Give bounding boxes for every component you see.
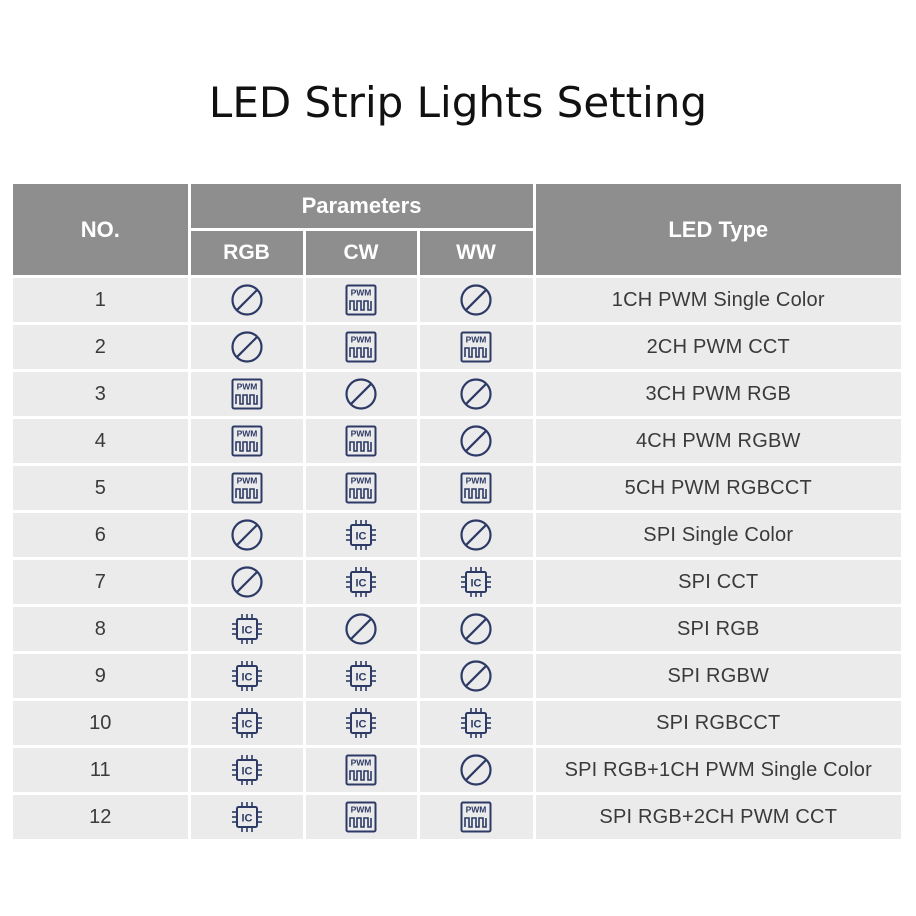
led-type-cell: 4CH PWM RGBW <box>534 418 901 465</box>
pwm-icon <box>459 800 493 834</box>
cell-cw <box>304 794 418 841</box>
led-type-cell: SPI RGBW <box>534 653 901 700</box>
cell-cw <box>304 418 418 465</box>
row-number: 9 <box>13 653 189 700</box>
ic-label: IC <box>241 812 252 825</box>
pwm-label: PWM <box>465 804 487 815</box>
none-icon <box>459 659 493 693</box>
cell-ww <box>418 418 534 465</box>
led-type-cell: 2CH PWM CCT <box>534 324 901 371</box>
none-icon <box>230 283 264 317</box>
table-row <box>13 559 901 606</box>
cell-rgb <box>189 418 304 465</box>
cell-ww <box>418 747 534 794</box>
table-body <box>13 277 901 841</box>
table-row <box>13 700 901 747</box>
none-icon <box>230 330 264 364</box>
pwm-icon <box>459 471 493 505</box>
led-settings-table <box>13 184 901 842</box>
ic-label: IC <box>355 718 367 731</box>
none-icon <box>459 377 493 411</box>
header-rgb: RGB <box>189 230 304 277</box>
cell-cw <box>304 606 418 653</box>
pwm-label: PWM <box>236 475 257 486</box>
ic-icon <box>459 565 493 599</box>
ic-label: IC <box>470 577 482 590</box>
row-number: 8 <box>13 606 189 653</box>
cell-rgb <box>189 653 304 700</box>
cell-rgb <box>189 324 304 371</box>
led-type-cell: 3CH PWM RGB <box>534 371 901 418</box>
pwm-icon <box>344 424 378 458</box>
cell-cw <box>304 371 418 418</box>
pwm-label: PWM <box>236 428 257 439</box>
led-type-cell: SPI CCT <box>534 559 901 606</box>
led-type-cell: SPI Single Color <box>534 512 901 559</box>
ic-label: IC <box>470 718 482 731</box>
pwm-icon <box>459 330 493 364</box>
cell-ww <box>418 700 534 747</box>
cell-cw <box>304 277 418 324</box>
ic-label: IC <box>241 671 252 684</box>
header-no: NO. <box>13 184 189 277</box>
none-icon <box>230 565 264 599</box>
cell-rgb <box>189 277 304 324</box>
row-number: 4 <box>13 418 189 465</box>
ic-label: IC <box>241 765 252 778</box>
none-icon <box>459 518 493 552</box>
cell-ww <box>418 277 534 324</box>
row-number: 6 <box>13 512 189 559</box>
page-title: LED Strip Lights Setting <box>208 78 708 127</box>
pwm-label: PWM <box>350 428 372 439</box>
table-row <box>13 324 901 371</box>
table-row <box>13 277 901 324</box>
ic-label: IC <box>355 530 367 543</box>
pwm-icon <box>230 471 264 505</box>
header-led-type: LED Type <box>534 184 901 277</box>
pwm-label: PWM <box>465 475 487 486</box>
pwm-label: PWM <box>350 757 372 768</box>
cell-rgb <box>189 606 304 653</box>
row-number: 12 <box>13 794 189 841</box>
cell-ww <box>418 653 534 700</box>
none-icon <box>459 283 493 317</box>
pwm-label: PWM <box>350 287 372 298</box>
pwm-icon <box>344 283 378 317</box>
cell-ww <box>418 465 534 512</box>
cell-rgb <box>189 512 304 559</box>
pwm-icon <box>230 377 264 411</box>
led-type-cell: SPI RGBCCT <box>534 700 901 747</box>
row-number: 10 <box>13 700 189 747</box>
cell-ww <box>418 512 534 559</box>
pwm-icon <box>344 800 378 834</box>
cell-cw <box>304 653 418 700</box>
ic-icon <box>230 753 264 787</box>
none-icon <box>459 424 493 458</box>
cell-ww <box>418 559 534 606</box>
none-icon <box>344 377 378 411</box>
cell-ww <box>418 606 534 653</box>
led-type-cell: SPI RGB+1CH PWM Single Color <box>534 747 901 794</box>
none-icon <box>344 612 378 646</box>
cell-cw <box>304 465 418 512</box>
ic-icon <box>344 706 378 740</box>
none-icon <box>230 518 264 552</box>
row-number: 7 <box>13 559 189 606</box>
led-type-cell: 1CH PWM Single Color <box>534 277 901 324</box>
pwm-label: PWM <box>350 334 372 345</box>
none-icon <box>459 753 493 787</box>
header-parameters: Parameters <box>189 184 534 230</box>
pwm-icon <box>344 753 378 787</box>
pwm-icon <box>344 330 378 364</box>
pwm-label: PWM <box>236 381 257 392</box>
table-row <box>13 512 901 559</box>
ic-icon <box>230 659 264 693</box>
cell-cw <box>304 324 418 371</box>
row-number: 2 <box>13 324 189 371</box>
ic-icon <box>459 706 493 740</box>
ic-icon <box>230 612 264 646</box>
pwm-icon <box>230 424 264 458</box>
cell-ww <box>418 794 534 841</box>
row-number: 1 <box>13 277 189 324</box>
ic-icon <box>344 659 378 693</box>
table-row <box>13 465 901 512</box>
table-row <box>13 371 901 418</box>
pwm-label: PWM <box>350 804 372 815</box>
pwm-label: PWM <box>465 334 487 345</box>
ic-icon <box>344 518 378 552</box>
cell-rgb <box>189 794 304 841</box>
ic-label: IC <box>241 718 252 731</box>
ic-label: IC <box>241 624 252 637</box>
led-type-cell: SPI RGB <box>534 606 901 653</box>
led-type-cell: SPI RGB+2CH PWM CCT <box>534 794 901 841</box>
table-row <box>13 794 901 841</box>
cell-cw <box>304 559 418 606</box>
row-number: 3 <box>13 371 189 418</box>
header-ww: WW <box>418 230 534 277</box>
cell-rgb <box>189 559 304 606</box>
cell-rgb <box>189 747 304 794</box>
ic-label: IC <box>355 671 367 684</box>
table-row <box>13 747 901 794</box>
row-number: 11 <box>13 747 189 794</box>
cell-cw <box>304 700 418 747</box>
table-row <box>13 418 901 465</box>
ic-icon <box>230 706 264 740</box>
cell-cw <box>304 747 418 794</box>
table-row <box>13 606 901 653</box>
header-cw: CW <box>304 230 418 277</box>
ic-label: IC <box>355 577 367 590</box>
cell-ww <box>418 371 534 418</box>
cell-rgb <box>189 465 304 512</box>
ic-icon <box>230 800 264 834</box>
cell-rgb <box>189 700 304 747</box>
none-icon <box>459 612 493 646</box>
cell-cw <box>304 512 418 559</box>
pwm-label: PWM <box>350 475 372 486</box>
ic-icon <box>344 565 378 599</box>
led-type-cell: 5CH PWM RGBCCT <box>534 465 901 512</box>
table-row <box>13 653 901 700</box>
cell-rgb <box>189 371 304 418</box>
pwm-icon <box>344 471 378 505</box>
row-number: 5 <box>13 465 189 512</box>
cell-ww <box>418 324 534 371</box>
